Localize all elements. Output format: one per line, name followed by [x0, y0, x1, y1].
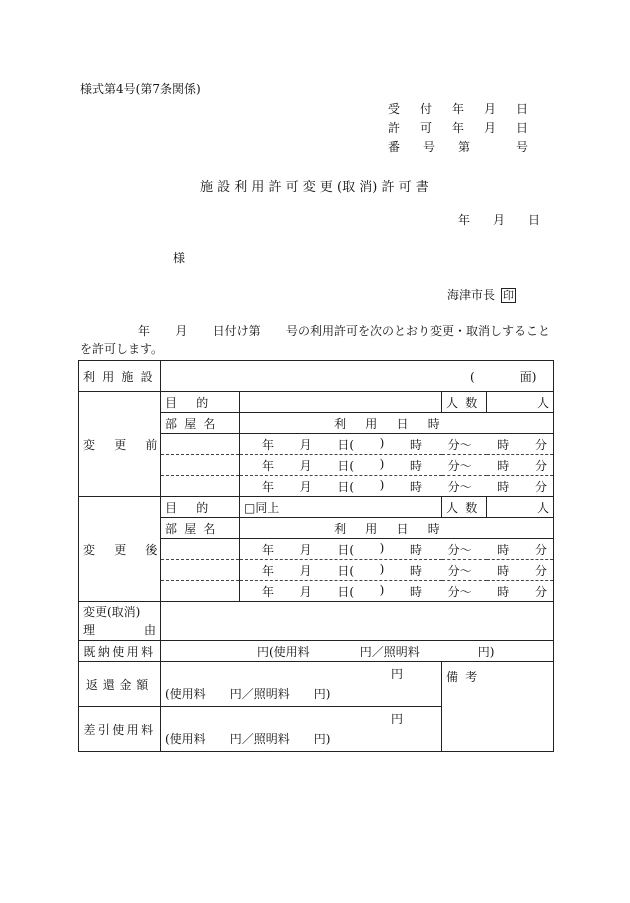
issue-date: 年 月 日	[458, 213, 540, 227]
date-time-part: 分～	[447, 563, 472, 578]
date-time-part: )	[379, 540, 385, 555]
before-room-label: 部屋名	[161, 413, 240, 434]
date-time-part: 月	[299, 437, 312, 452]
before-label: 変更前	[79, 392, 161, 497]
before-time-row-2[interactable]	[240, 455, 554, 476]
date-time-part: 月	[299, 563, 312, 578]
after-label: 変更後	[79, 497, 161, 602]
date-time-part: 月	[299, 479, 312, 494]
before-time-row-1[interactable]	[240, 434, 554, 455]
date-time-part: 分～	[447, 479, 472, 494]
date-time-part: )	[379, 456, 385, 471]
addressee-suffix: 様	[173, 251, 186, 265]
date-time-part: 日(	[337, 437, 354, 452]
date-time-part: )	[379, 561, 385, 576]
after-room-field-2[interactable]	[161, 560, 240, 581]
date-time-part: 時	[497, 458, 510, 473]
before-people-field[interactable]: 人	[487, 392, 554, 413]
date-time-part: 時	[497, 542, 510, 557]
date-time-part: 分	[534, 563, 547, 578]
date-time-part: )	[379, 582, 385, 597]
date-time-part: 分	[534, 584, 547, 599]
date-time-part: 分	[534, 542, 547, 557]
after-time-row-1[interactable]	[240, 539, 554, 560]
date-time-part: 日(	[337, 458, 354, 473]
date-time-part: 年	[262, 542, 275, 557]
reason-label: 変更(取消) 理 由	[79, 602, 161, 641]
remarks-field[interactable]	[442, 662, 554, 752]
after-datetime-label: 利用日時	[240, 518, 554, 539]
after-time-row-3[interactable]	[240, 581, 554, 602]
date-time-part: 日(	[337, 563, 354, 578]
date-time-part: 時	[497, 563, 510, 578]
date-time-part: 時	[409, 458, 422, 473]
date-time-part: 年	[262, 458, 275, 473]
before-purpose-field[interactable]	[240, 392, 442, 413]
after-room-field-3[interactable]	[161, 581, 240, 602]
date-time-part: 分	[534, 458, 547, 473]
deduct-field[interactable]: 円 (使用料 円／照明料 円)	[161, 707, 442, 752]
seal-box: 印	[503, 289, 515, 302]
form-number: 様式第4号(第7条関係)	[80, 82, 201, 96]
date-time-part: 月	[299, 542, 312, 557]
date-time-part: 時	[409, 584, 422, 599]
refund-field[interactable]: 円 (使用料 円／照明料 円)	[161, 662, 442, 707]
facility-field[interactable]: ( 面)	[161, 361, 554, 392]
issuer: 海津市長 印	[447, 288, 515, 302]
after-purpose-field[interactable]: □同上	[240, 497, 442, 518]
after-purpose-label: 目的	[161, 497, 240, 518]
receipt-date-row: 受 付 年 月 日	[388, 102, 528, 116]
before-datetime-label: 利用日時	[240, 413, 554, 434]
date-time-part: 日(	[337, 479, 354, 494]
before-room-field-2[interactable]	[161, 455, 240, 476]
change-form-table	[78, 360, 554, 752]
date-time-part: 時	[409, 563, 422, 578]
date-time-part: 年	[262, 584, 275, 599]
before-purpose-label: 目的	[161, 392, 240, 413]
paid-fee-label: 既納使用料	[79, 641, 161, 662]
reason-field[interactable]	[161, 602, 554, 641]
body-line-2: を許可します。	[80, 342, 164, 356]
date-time-part: 年	[262, 563, 275, 578]
refund-label: 返還金額	[79, 662, 161, 707]
date-time-part: 月	[299, 458, 312, 473]
date-time-part: 分～	[447, 458, 472, 473]
deduct-label: 差引使用料	[79, 707, 161, 752]
date-time-part: 年	[262, 437, 275, 452]
after-people-label: 人数	[442, 497, 487, 518]
after-room-label: 部屋名	[161, 518, 240, 539]
permit-number-row: 番 号 第 号	[388, 140, 528, 154]
remarks-label: 備考	[446, 670, 485, 684]
date-time-part: )	[379, 477, 385, 492]
date-time-part: 分	[534, 437, 547, 452]
date-time-part: 分～	[447, 437, 472, 452]
before-time-row-3[interactable]	[240, 476, 554, 497]
paid-fee-field[interactable]: 円(使用料 円／照明料 円)	[161, 641, 554, 662]
date-time-part: 時	[409, 479, 422, 494]
date-time-part: 時	[409, 542, 422, 557]
before-people-label: 人数	[442, 392, 487, 413]
after-people-field[interactable]: 人	[487, 497, 554, 518]
date-time-part: )	[379, 435, 385, 450]
before-room-field-3[interactable]	[161, 476, 240, 497]
date-time-part: 日(	[337, 542, 354, 557]
date-time-part: 時	[497, 479, 510, 494]
date-time-part: 時	[409, 437, 422, 452]
after-time-row-2[interactable]	[240, 560, 554, 581]
date-time-part: 分～	[447, 542, 472, 557]
date-time-part: 月	[299, 584, 312, 599]
date-time-part: 分	[534, 479, 547, 494]
date-time-part: 時	[497, 437, 510, 452]
document-title: 施 設 利 用 許 可 変 更 (取 消) 許 可 書	[200, 180, 429, 195]
date-time-part: 分～	[447, 584, 472, 599]
facility-label: 利用施設	[79, 361, 161, 392]
body-line-1: 年 月 日付け第 号の利用許可を次のとおり変更・取消しすること	[138, 324, 550, 338]
date-time-part: 年	[262, 479, 275, 494]
date-time-part: 日(	[337, 584, 354, 599]
permit-date-row: 許 可 年 月 日	[388, 121, 528, 135]
date-time-part: 時	[497, 584, 510, 599]
